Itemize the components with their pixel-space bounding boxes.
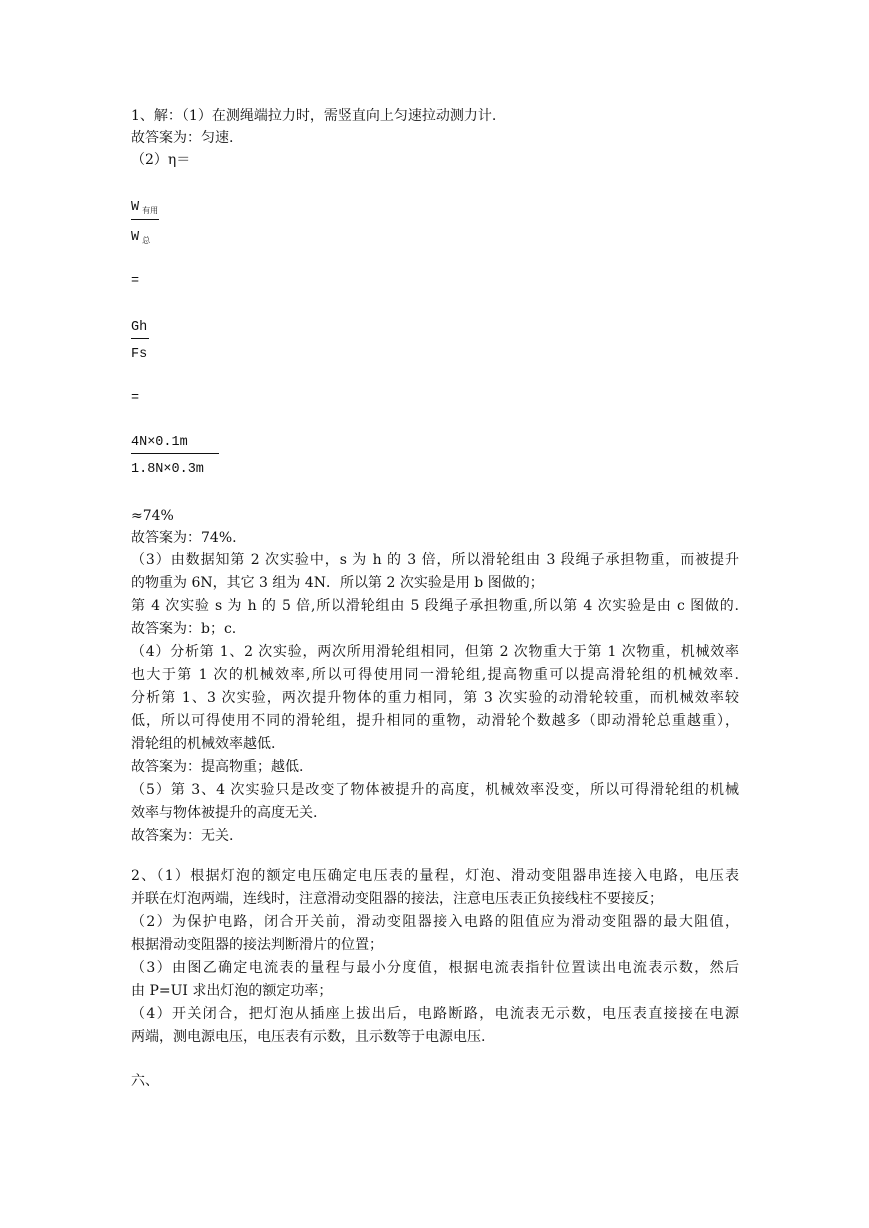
q2-part4-line: （4）开关闭合，把灯泡从插座上拔出后，电路断路，电流表无示数，电压表直接接在电源 xyxy=(131,1006,739,1022)
fraction-denominator: Fs xyxy=(131,347,148,362)
equals-sign: = xyxy=(131,274,140,289)
q2-part3-line: （3）由图乙确定电流表的量程与最小分度值，根据电流表指针位置读出电流表示数，然后 xyxy=(131,960,739,976)
q1-part3-line: （3）由数据知第 2 次实验中，s 为 h 的 3 倍，所以滑轮组由 3 段绳子承担物重，而被提升 xyxy=(131,552,739,568)
fraction-numerator: W $_{有用}$ xyxy=(131,198,159,218)
q1-part3-line: 的物重为 6N，其它 3 组为 4N．所以第 2 次实验是用 b 图做的； xyxy=(131,575,544,591)
q1-part4-line: 分析第 1、3 次实验，两次提升物体的重力相同，第 3 次实验的动滑轮较重，而机械效率较 xyxy=(131,690,739,706)
q1-answer-3: 故答案为：b；c. xyxy=(131,621,237,637)
fraction-numerator: 4N×0.1m xyxy=(131,433,219,453)
q1-answer-5: 故答案为：无关. xyxy=(131,828,234,844)
q1-part4-line: （4）分析第 1、2 次实验，两次所用滑轮组相同，但第 2 次物重大于第 1 次物重，机械效率 xyxy=(131,644,739,660)
q1-part4-line: 低，所以可得使用不同的滑轮组，提升相同的重物，动滑轮个数越多（即动滑轮总重越重）， xyxy=(131,713,739,729)
q2-part4-line: 两端，测电源电压，电压表有示数，且示数等于电源电压. xyxy=(131,1029,486,1045)
equals-sign: = xyxy=(131,391,140,406)
q1-answer-2: 故答案为：74%. xyxy=(131,530,237,546)
q1-part3-line: 第 4 次实验 s 为 h 的 5 倍,所以滑轮组由 5 段绳子承担物重,所以第 4 次实验是由 c 图做的. xyxy=(131,598,739,614)
q2-part2-line: 根据滑动变阻器的接法判断滑片的位置； xyxy=(131,937,383,953)
q1-answer-4: 故答案为：提高物重；越低. xyxy=(131,759,304,775)
q2-part2-line: （2）为保护电路，闭合开关前，滑动变阻器接入电路的阻值应为滑动变阻器的最大阻值， xyxy=(131,914,739,930)
q1-answer-1: 故答案为：匀速. xyxy=(131,130,234,146)
section-heading: 六、 xyxy=(131,1073,159,1089)
fraction-denominator: 1.8N×0.3m xyxy=(131,462,204,477)
q1-part4-line: 也大于第 1 次的机械效率,所以可得使用同一滑轮组,提高物重可以提高滑轮组的机械效率. xyxy=(131,667,739,683)
q2-part1-line: 并联在灯泡两端，连线时，注意滑动变阻器的接法，注意电压表正负接线柱不要接反； xyxy=(131,891,663,907)
q1-line-1: 1、解：（1）在测绳端拉力时，需竖直向上匀速拉动测力计. xyxy=(131,108,497,124)
q1-part4-line: 滑轮组的机械效率越低. xyxy=(131,736,276,752)
q2-part3-line: 由 P=UI 求出灯泡的额定功率； xyxy=(131,983,333,999)
fraction-numerator: Gh xyxy=(131,318,149,338)
fraction-denominator: W $_总$ xyxy=(131,230,151,246)
q1-part5-line: 效率与物体被提升的高度无关. xyxy=(131,805,318,821)
q1-eta-label: （2）η＝ xyxy=(131,152,191,168)
q1-part5-line: （5）第 3、4 次实验只是改变了物体被提升的高度，机械效率没变，所以可得滑轮组的机械 xyxy=(131,782,739,798)
efficiency-result: ≈74% xyxy=(131,508,174,524)
q2-part1-line: 2、（1）根据灯泡的额定电压确定电压表的量程，灯泡、滑动变阻器串连接入电路，电压表 xyxy=(131,868,739,884)
